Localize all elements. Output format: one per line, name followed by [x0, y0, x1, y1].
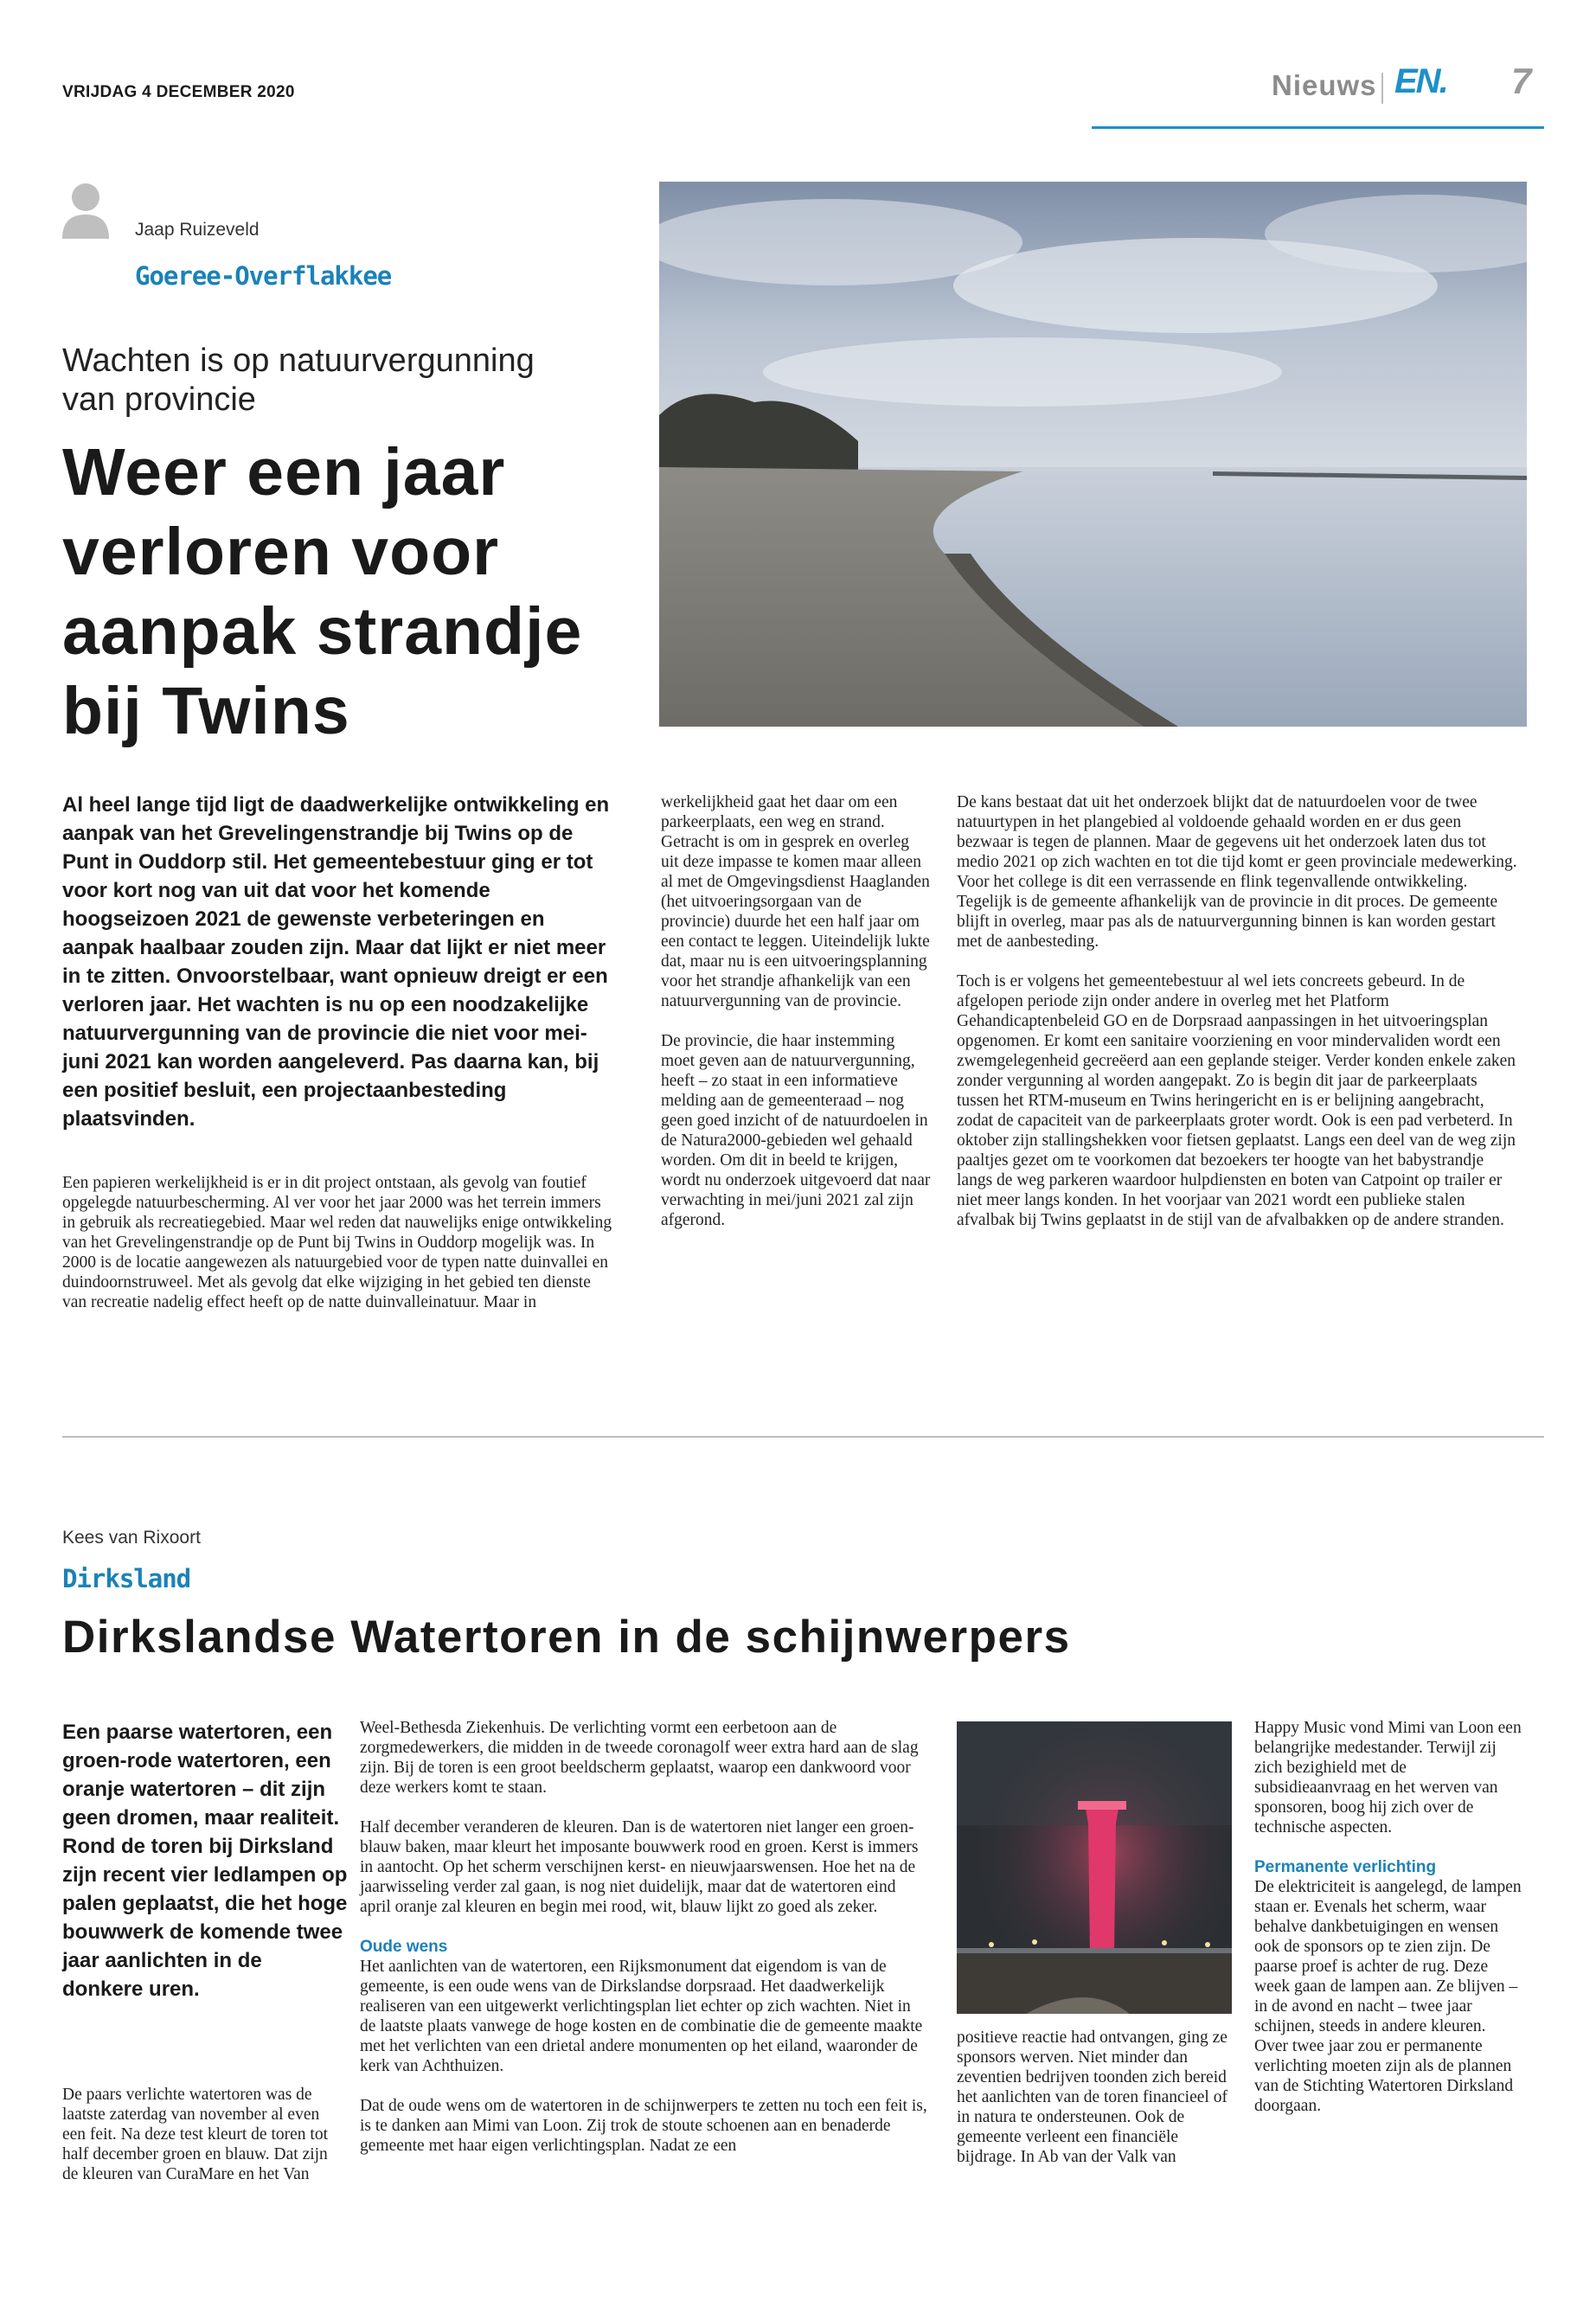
article-column-3: [957, 792, 1519, 1250]
author-byline: Kees van Rixoort: [62, 1528, 201, 1548]
header-rule: [1092, 126, 1544, 129]
body-paragraph: Weel-Bethesda Ziekenhuis. De verlichting vormt een eerbetoon aan de zorgmedewerkers, die midden in de tweede coronagolf weer extra hard aan de slag zijn. Bij de toren is een groot beeldscherm geplaatst, waarop een dankwoord voor deze werkers komt te staan.: [360, 1719, 919, 1797]
body-paragraph: De kans bestaat dat uit het onderzoek blijkt dat de natuurdoelen voor de twee natuurtypen in het plangebied al voldoende gehaald worden en er dus geen bezwaar is tegen de plannen. Maar de gegevens uit het onderzoek laten dus tot medio 2021 op zich wachten en tot die tijd komt er geen provinciale medewerking. Voor het college is dit een verrassende en flink tegenvallende ontwikkeling. Tegelijk is de gemeente afhankelijk van de provincie in dit proces. De gemeente blijft in overleg, maar pas als de natuurvergunning binnen is kan worden gestart met de aanbesteding.: [957, 793, 1517, 951]
article-column-2: [661, 792, 931, 1250]
body-paragraph: werkelijkheid gaat het daar om een parkeerplaats, een weg en strand. Getracht is om in gesprek en overleg uit deze impasse te komen maar alleen al met de Omgevingsdienst Haaglanden (het uitvoeringsorgaan van de provincie) duurde het een half jaar om een contact te leggen. Uiteindelijk lukte dat, maar nu is een uitvoeringsplanning voor het strandje afhankelijk van een natuurvergunning van de provincie.: [661, 793, 930, 1010]
body-paragraph: De elektriciteit is aangelegd, de lampen staan er. Evenals het scherm, waar behalve dankbetuigingen en wensen ook de sponsors op te zien zijn. De paarse proef is achter de rug. Deze week gaan de lampen aan. Ze blijven – in de avond en nacht – twee jaar schijnen, steeds in andere kleuren. Over twee jaar zou er permanente verlichting moeten zijn als de plannen van de Stichting Watertoren Dirksland doorgaan.: [1254, 1878, 1522, 2115]
article-divider: [62, 1436, 1544, 1438]
article-column-2: [360, 1718, 931, 2176]
body-paragraph: De paars verlichte watertoren was de laatste zaterdag van november al even een feit. Na deze test kleurt de toren tot half december groen en blauw. Dat zijn de kleuren van CuraMare en het Van: [62, 2086, 328, 2183]
subheading: Oude wens: [360, 1938, 448, 1956]
location-label: Goeree-Overflakkee: [135, 261, 392, 291]
publication-logo: EN.: [1394, 62, 1447, 100]
person-icon: [61, 182, 111, 239]
section-label: Nieuws: [1272, 69, 1377, 101]
header-separator: [1381, 73, 1383, 104]
author-byline: Jaap Ruizeveld: [135, 220, 260, 240]
body-paragraph: Dat de oude wens om de watertoren in de schijnwerpers te zetten nu toch een feit is, is te danken aan Mimi van Loon. Zij trok de stoute schoenen aan en benaderde gemeente met haar eigen verlichtingsplan. Nadat ze een: [360, 2097, 927, 2155]
body-paragraph: Het aanlichten van de watertoren, een Rijksmonument dat eigendom is van de gemeente, is een oude wens van de Dirkslandse dorpsraad. Het daadwerkelijk realiseren van een uitgewerkt verlichtingsplan liet echter op zich wachten. Niet in de laatste plaats vanwege de hoge kosten en de combinatie die de gemeente maakte met het verlichten van een drietal andere monumenten op het eiland, waaronder de kerk van Achthuizen.: [360, 1958, 923, 2075]
article-column-1: [62, 1173, 616, 1332]
page-date: VRIJDAG 4 DECEMBER 2020: [62, 83, 295, 101]
body-paragraph: positieve reactie had ontvangen, ging ze sponsors werven. Niet minder dan zeventien bedrijven toonden zich bereid het aanlichten van de toren financieel of in natura te ondersteunen. Ook de gemeente verleent een financiële bijdrage. In Ab van der Valk van: [957, 2029, 1227, 2166]
body-paragraph: Een papieren werkelijkheid is er in dit project ontstaan, als gevolg van foutief opgelegde natuurbescherming. Al ver voor het jaar 2000 was het terrein immers in gebruik als recreatiegebied. Maar wel reden dat nauwelijks enige ontwikkeling van het Grevelingenstrandje op de Punt bij Twins in Ouddorp mogelijk was. In 2000 is de locatie aangewezen als natuurgebied voor de typen natte duinvallei en duindoornstruweel. Met als gevolg dat elke wijziging in het gebied ten dienste van recreatie nadelig effect heeft op de natte duinvalleinatuur. Maar in: [62, 1174, 612, 1311]
article-column-1: [62, 2085, 339, 2204]
water-tower-photo: [957, 1721, 1232, 2014]
article-headline: Dirkslandse Watertoren in de schijnwerpers: [62, 1612, 1071, 1663]
article-column-3: [957, 2028, 1234, 2187]
body-paragraph: Happy Music vond Mimi van Loon een belangrijke medestander. Terwijl zij zich bezighield met de subsidieaanvraag en het werven van sponsoren, boog hij zich over de technische aspecten.: [1254, 1719, 1522, 1836]
beach-photo: [659, 182, 1527, 727]
article-column-4: [1254, 1718, 1522, 2136]
body-paragraph: Half december veranderen de kleuren. Dan is de watertoren niet langer een groen-blauw baken, maar kleurt het imposante bouwwerk rood en groen. Kerst is immers in aantocht. Op het scherm verschijnen kerst- en nieuwjaarswensen. Hoe het na de jaarwisseling verder zal gaan, is nog niet duidelijk, maar dat de watertoren eind april oranje zal kleuren en begin mei rood, wit, blauw lijkt zo goed als zeker.: [360, 1818, 919, 1916]
location-label: Dirksland: [62, 1564, 191, 1593]
subheading: Permanente verlichting: [1254, 1858, 1437, 1876]
article-headline: Weer een jaar verloren voor aanpak strandje bij Twins: [62, 435, 583, 748]
article-kicker: Wachten is op natuurvergunning van provincie: [62, 343, 535, 418]
page-number: 7: [1511, 61, 1532, 101]
body-paragraph: De provincie, die haar instemming moet geven aan de natuurvergunning, heeft – zo staat in een informatieve melding aan de gemeenteraad – nog geen goed inzicht of de natuurdoelen in de Natura2000-gebieden wel gehaald worden. Om dit in beeld te krijgen, wordt nu onderzoek uitgevoerd dat naar verwachting in mei/juni 2021 zal zijn afgerond.: [661, 1032, 931, 1229]
article-lead: Een paarse watertoren, een groen-rode watertoren, een oranje watertoren – dit zijn geen dromen, maar realiteit. Rond de toren bij Dirksland zijn recent vier ledlampen op palen geplaatst, die het hoge bouwwerk de komende twee jaar aanlichten in de donkere uren.: [62, 1721, 348, 2001]
body-paragraph: Toch is er volgens het gemeentebestuur al wel iets concreets gebeurd. In de afgelopen periode zijn onder andere in overleg met het Platform Gehandicaptenbeleid GO en de Dorpsraad aanpassingen in het uitvoeringsplan opgenomen. Er komt een sanitaire voorziening en voor mindervaliden wordt een zwemgelegenheid gecreëerd aan een geplande steiger. Verder konden enkele zaken zonder vergunning al worden aangepakt. Zo is begin dit jaar de parkeerplaats tussen het RTM-museum en Twins heringericht en is er belijning aangebracht, zodat de capaciteit van de parkeerplaats groter wordt. Ook is een pad verbeterd. In oktober zijn stallingshekken voor fietsen geplaatst. Langs een deel van de weg zijn paaltjes gezet om te voorkomen dat bezoekers ter hoogte van het babystrandje langs de weg parkeren waardoor hulpdiensten en boten van Catpoint op trailer er niet meer langs konden. In het voorjaar van 2021 wordt een publieke stalen afvalbak bij Twins geplaatst in de stijl van de afvalbakken op de andere stranden.: [957, 972, 1516, 1229]
article-lead: Al heel lange tijd ligt de daadwerkelijke ontwikkeling en aanpak van het Grevelingenstrandje bij Twins op de Punt in Ouddorp stil. Het gemeentebestuur ging er tot voor kort nog van uit dat voor het komende hoogseizoen 2021 de gewenste verbeteringen en aanpak haalbaar zouden zijn. Maar dat lijkt er niet meer in te zitten. Onvoorstelbaar, want opnieuw dreigt er een verloren jaar. Het wachten is nu op een noodzakelijke natuurvergunning van de provincie die niet voor mei-juni 2021 kan worden aangeleverd. Pas daarna kan, bij een positief besluit, een projectaanbesteding plaatsvinden.: [62, 793, 610, 1131]
